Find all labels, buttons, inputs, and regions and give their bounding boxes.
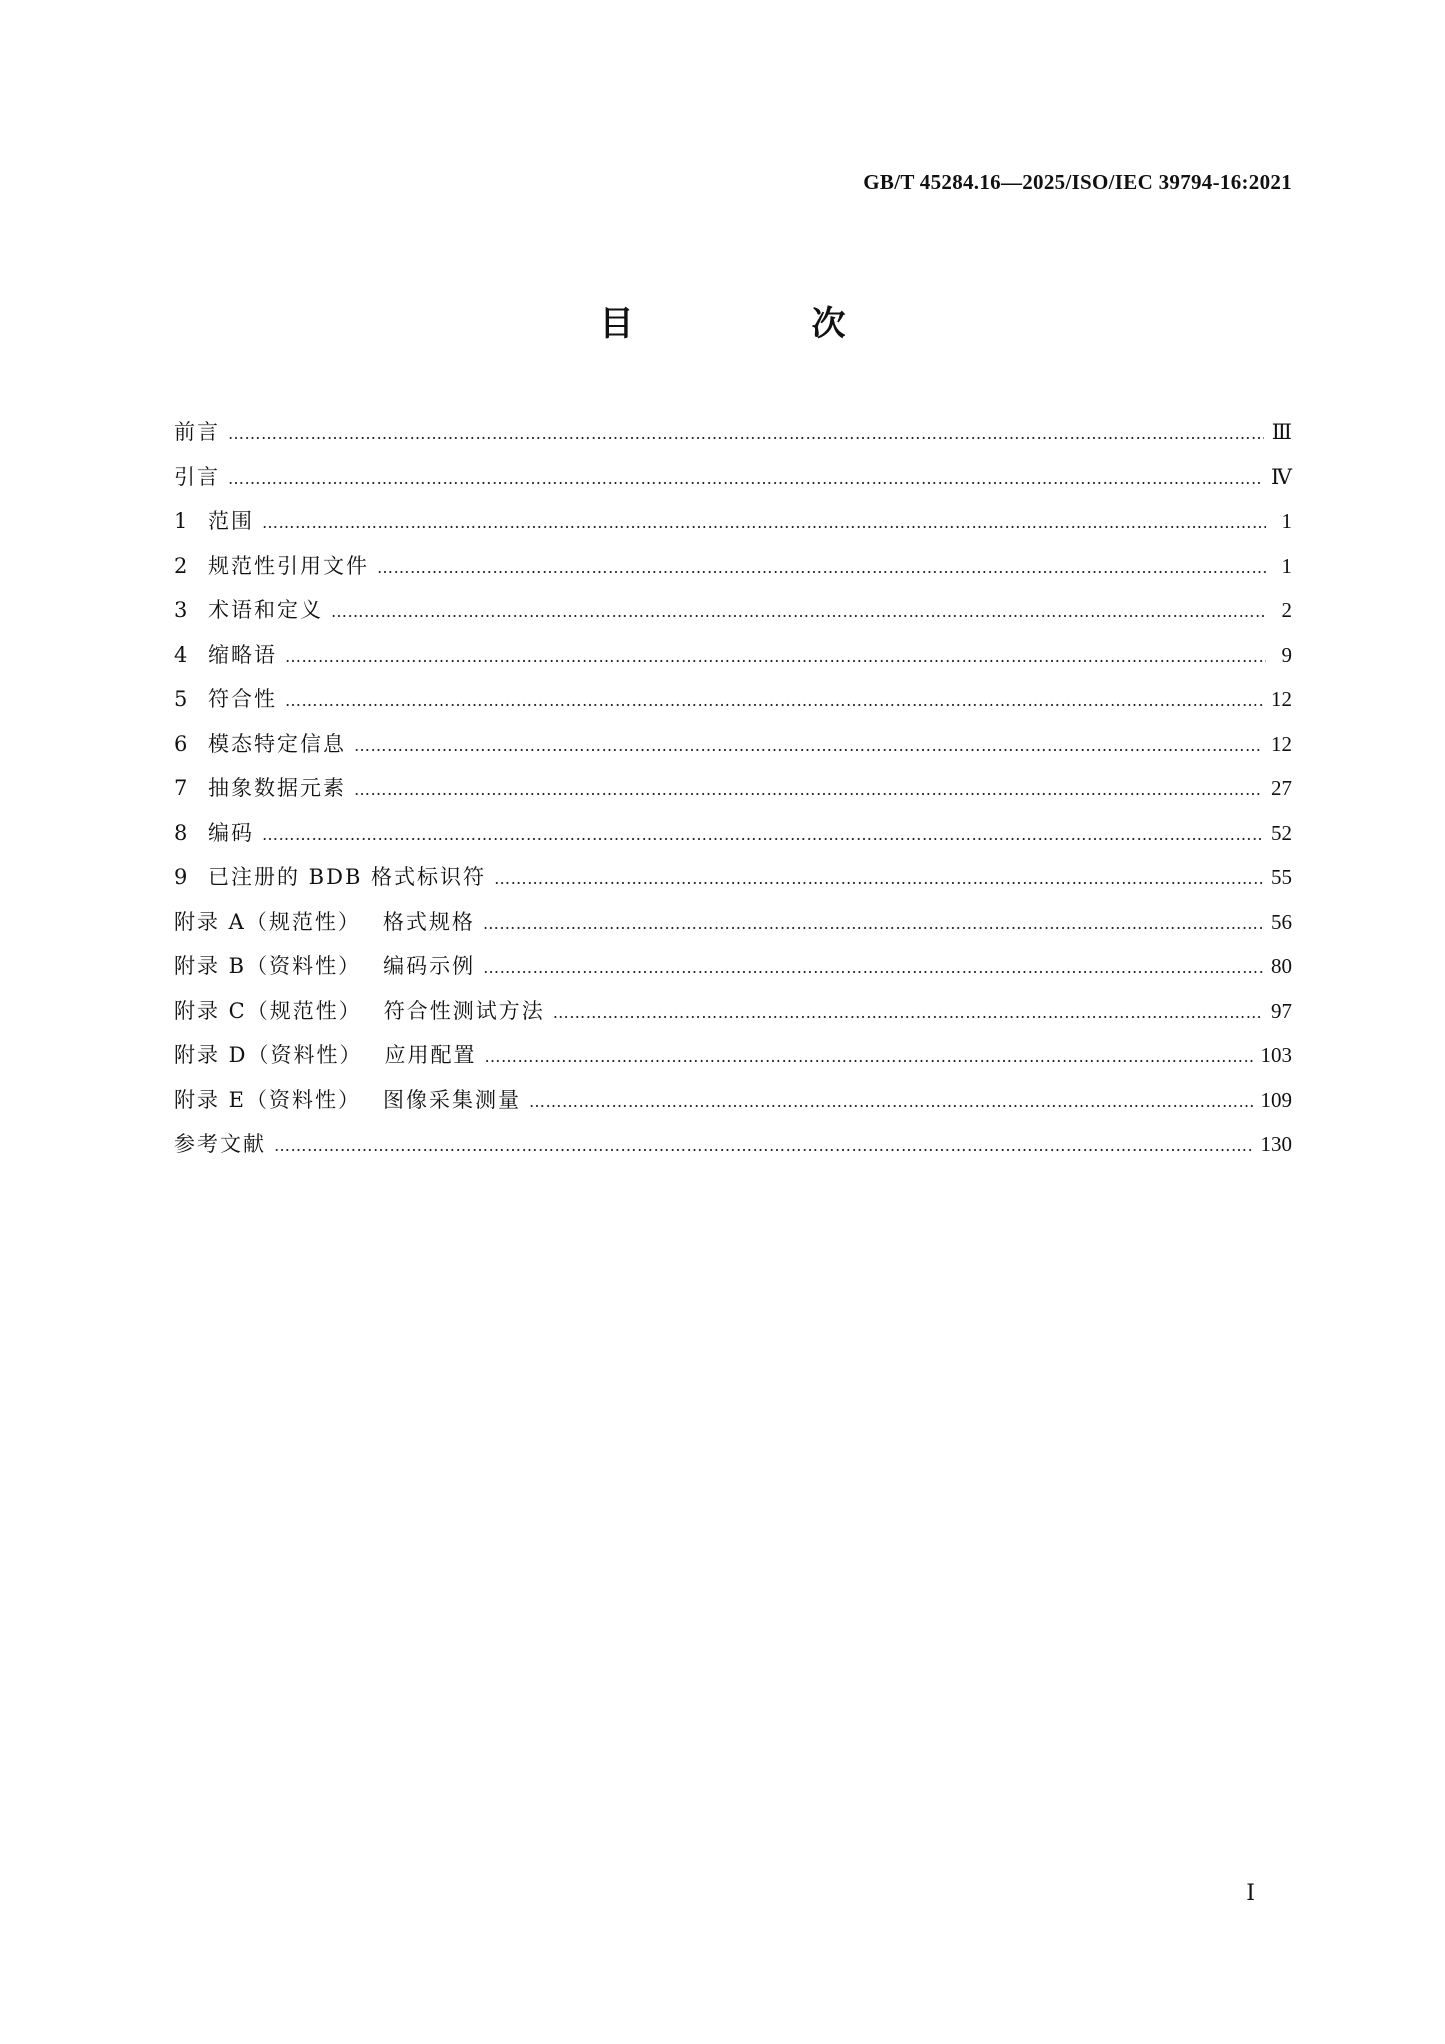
toc-dot-leader bbox=[354, 768, 1263, 813]
toc-dot-leader bbox=[228, 457, 1263, 502]
toc-entry-label: 编码 bbox=[208, 820, 254, 845]
toc-entry-page: 1 bbox=[1281, 553, 1292, 578]
toc-entry-bdb-identifiers[interactable] bbox=[174, 855, 1292, 900]
toc-entry-page: 56 bbox=[1271, 909, 1292, 934]
toc-entry-label: 附录 B（资料性） bbox=[174, 954, 362, 978]
page-number: Ⅰ bbox=[1246, 1880, 1255, 1905]
standard-code-header: GB/T 45284.16—2025/ISO/IEC 39794-16:2021 bbox=[863, 170, 1292, 194]
toc-entry-label: 附录 C（规范性） bbox=[174, 998, 362, 1023]
toc-dot-leader bbox=[483, 946, 1263, 991]
toc-entry-label: 引言 bbox=[174, 464, 220, 489]
toc-entry-number: 3 bbox=[174, 598, 188, 622]
toc-entry-page: Ⅳ bbox=[1271, 464, 1292, 489]
toc-entry-label: 规范性引用文件 bbox=[208, 553, 369, 578]
toc-entry-page: 9 bbox=[1281, 642, 1292, 667]
page-title: 目 次 bbox=[599, 304, 918, 344]
toc-entry-label: 缩略语 bbox=[208, 642, 277, 667]
toc-entry-subtitle: 符合性测试方法 bbox=[383, 998, 545, 1023]
toc-dot-leader bbox=[262, 813, 1263, 858]
toc-entry-encoding[interactable] bbox=[174, 811, 1292, 856]
toc-entry-page: 1 bbox=[1281, 509, 1292, 533]
toc-entry-page: 97 bbox=[1271, 998, 1292, 1023]
toc-dot-leader bbox=[274, 1124, 1253, 1169]
toc-entry-introduction[interactable] bbox=[174, 455, 1292, 500]
toc-entry-annex-c[interactable] bbox=[174, 989, 1292, 1034]
toc-dot-leader bbox=[483, 902, 1263, 947]
toc-entry-normative-references[interactable] bbox=[174, 544, 1292, 589]
toc-entry-annex-a[interactable] bbox=[174, 900, 1292, 945]
toc-entry-annex-e[interactable] bbox=[174, 1078, 1292, 1123]
toc-entry-label: 参考文献 bbox=[174, 1132, 266, 1156]
toc-dot-leader bbox=[285, 679, 1263, 724]
toc-entry-subtitle: 图像采集测量 bbox=[383, 1087, 522, 1112]
toc-dot-leader bbox=[228, 412, 1264, 457]
toc-entry-page: 27 bbox=[1271, 776, 1292, 800]
toc-dot-leader bbox=[494, 857, 1263, 902]
toc-entry-page: 12 bbox=[1271, 687, 1292, 711]
toc-entry-number: 9 bbox=[174, 865, 188, 889]
toc-entry-label: 已注册的 BDB 格式标识符 bbox=[208, 865, 487, 889]
toc-entry-page: 80 bbox=[1271, 954, 1292, 978]
toc-entry-page: 2 bbox=[1281, 598, 1292, 622]
toc-entry-page: 52 bbox=[1271, 820, 1292, 845]
toc-entry-label: 模态特定信息 bbox=[208, 731, 346, 756]
toc-entry-bibliography[interactable] bbox=[174, 1122, 1292, 1167]
toc-entry-number: 8 bbox=[174, 820, 188, 845]
toc-dot-leader bbox=[553, 991, 1263, 1036]
toc-entry-label: 抽象数据元素 bbox=[208, 776, 346, 800]
toc-entry-label: 术语和定义 bbox=[208, 598, 323, 622]
toc-entry-label: 附录 D（资料性） bbox=[174, 1043, 363, 1067]
toc-dot-leader bbox=[262, 501, 1266, 546]
toc-entry-annex-b[interactable] bbox=[174, 944, 1292, 989]
toc-entry-label: 前言 bbox=[174, 420, 220, 444]
toc-entry-number: 2 bbox=[174, 553, 188, 578]
toc-dot-leader bbox=[377, 546, 1266, 591]
toc-entry-page: 109 bbox=[1260, 1087, 1292, 1112]
toc-entry-label: 范围 bbox=[208, 509, 254, 533]
toc-entry-abbreviations[interactable] bbox=[174, 633, 1292, 678]
toc-entry-modality-info[interactable] bbox=[174, 722, 1292, 767]
toc-entry-number: 6 bbox=[174, 731, 188, 756]
toc-entry-conformance[interactable] bbox=[174, 677, 1292, 722]
toc-entry-foreword[interactable] bbox=[174, 410, 1292, 455]
toc-entry-abstract-data-elements[interactable] bbox=[174, 766, 1292, 811]
toc-entry-label: 附录 A（规范性） bbox=[174, 909, 361, 934]
table-of-contents bbox=[174, 410, 1292, 1167]
toc-entry-annex-d[interactable] bbox=[174, 1033, 1292, 1078]
toc-entry-terms-definitions[interactable] bbox=[174, 588, 1292, 633]
toc-dot-leader bbox=[485, 1035, 1253, 1080]
toc-entry-number: 7 bbox=[174, 776, 188, 800]
toc-entry-scope[interactable] bbox=[174, 499, 1292, 544]
toc-entry-page: Ⅲ bbox=[1271, 420, 1292, 444]
toc-entry-page: 12 bbox=[1271, 731, 1292, 756]
toc-dot-leader bbox=[354, 724, 1263, 769]
toc-dot-leader bbox=[529, 1080, 1252, 1125]
toc-entry-page: 130 bbox=[1260, 1132, 1292, 1156]
toc-entry-number: 4 bbox=[174, 642, 188, 667]
toc-dot-leader bbox=[285, 635, 1266, 680]
toc-entry-subtitle: 格式规格 bbox=[382, 909, 475, 934]
toc-entry-label: 附录 E（资料性） bbox=[174, 1087, 362, 1112]
toc-entry-page: 103 bbox=[1260, 1043, 1292, 1067]
toc-entry-subtitle: 编码示例 bbox=[383, 954, 476, 978]
toc-entry-number: 1 bbox=[174, 509, 188, 533]
toc-entry-page: 55 bbox=[1271, 865, 1292, 889]
toc-entry-subtitle: 应用配置 bbox=[384, 1043, 477, 1067]
toc-entry-number: 5 bbox=[174, 687, 188, 711]
toc-dot-leader bbox=[331, 590, 1266, 635]
toc-entry-label: 符合性 bbox=[208, 687, 277, 711]
